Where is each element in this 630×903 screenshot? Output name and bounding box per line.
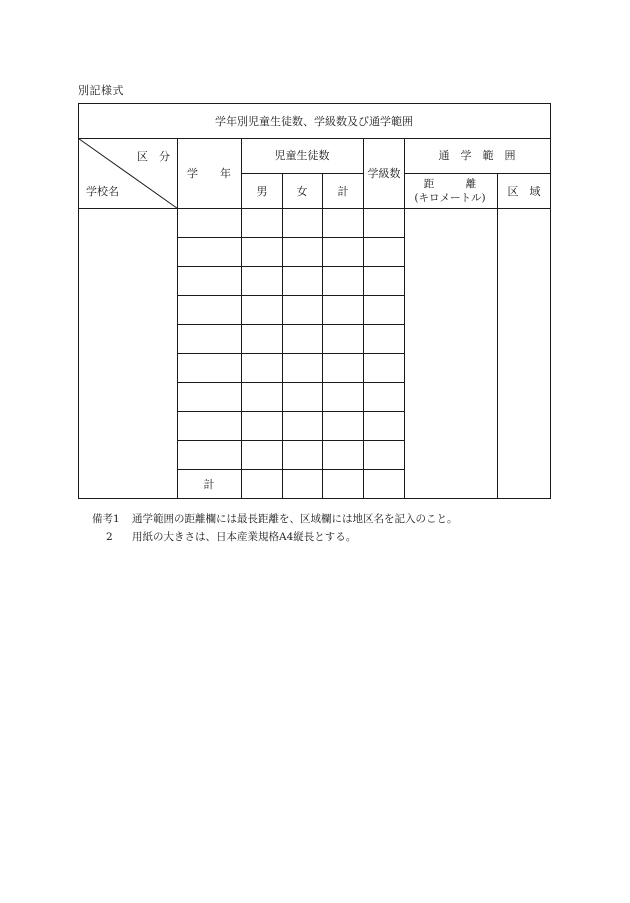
form-caption: 別記様式 (78, 84, 124, 97)
header-student-count: 児童生徒数 (274, 149, 330, 162)
header-area: 区 域 (507, 185, 541, 198)
header-female: 女 (296, 185, 308, 198)
note-1-label: 備考1 (92, 513, 120, 525)
total-row-label: 計 (203, 478, 215, 491)
header-school-name: 学校名 (86, 185, 119, 198)
note-1-text: 通学範囲の距離欄には最長距離を、区域欄には地区名を記入のこと。 (132, 513, 458, 525)
note-2-text: 用紙の大きさは、日本産業規格A4縦長とする。 (132, 531, 357, 543)
notes (92, 510, 458, 546)
header-total: 計 (337, 185, 349, 198)
header-distance-line1: 距 離 (423, 178, 477, 190)
header-diagonal (79, 139, 178, 209)
header-class-count: 学級数 (367, 167, 401, 180)
header-kubun: 区 分 (137, 150, 170, 163)
note-2-label: 2 (106, 531, 113, 543)
header-commute-range: 通 学 範 囲 (438, 149, 516, 162)
note-1 (92, 510, 458, 528)
table-title: 学年別児童生徒数、学級数及び通学範囲 (215, 115, 413, 128)
note-2 (92, 528, 458, 546)
header-distance-line2: (キロメートル) (414, 192, 486, 204)
header-male: 男 (256, 185, 268, 198)
header-grade: 学 年 (187, 167, 231, 180)
